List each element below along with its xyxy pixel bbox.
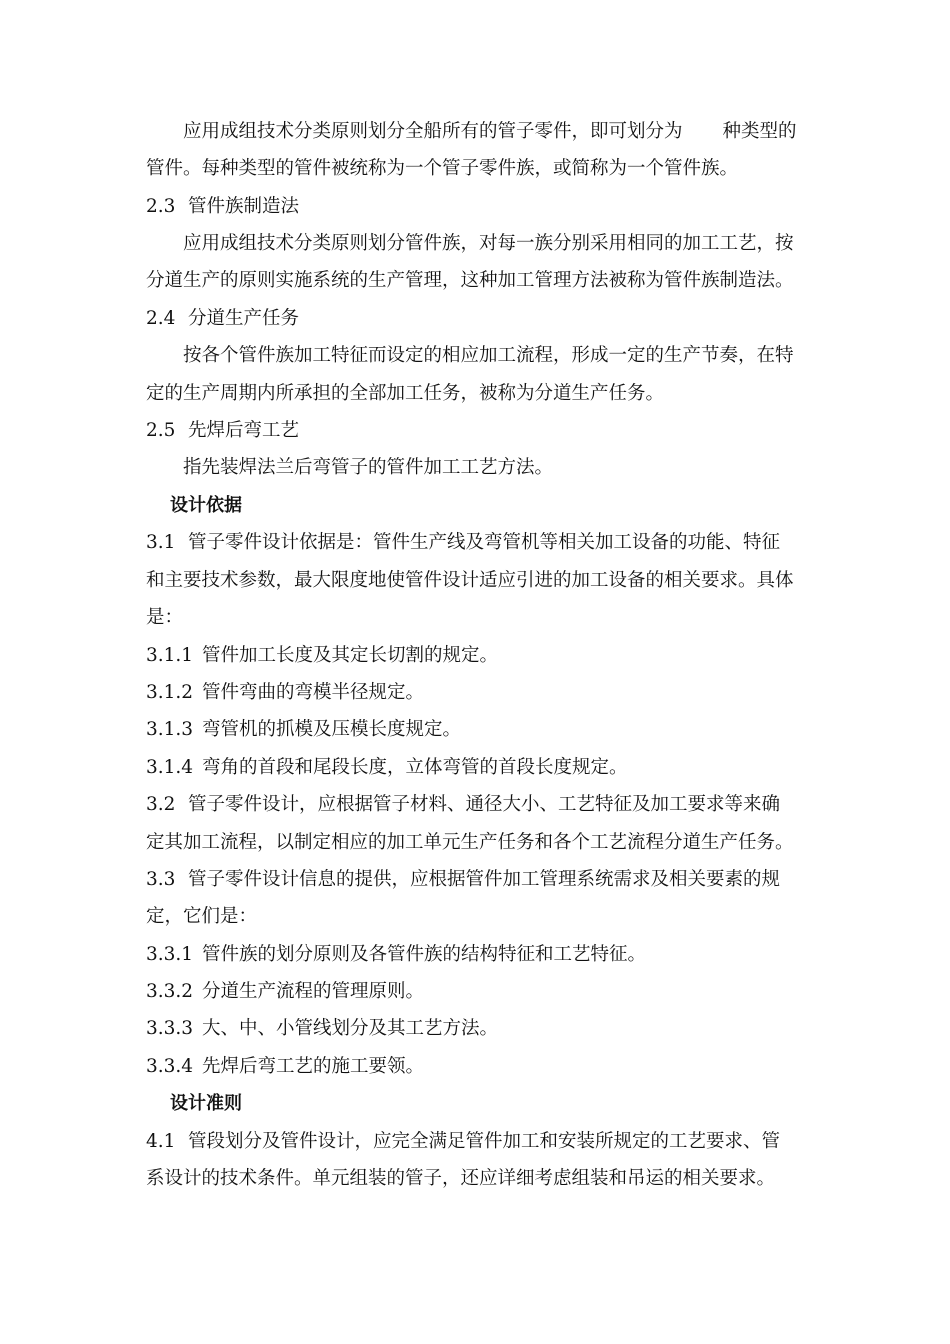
section-heading-2-3 — [0, 193, 950, 221]
item-text: 管件弯曲的弯模半径规定。 — [202, 682, 425, 703]
section-number: 2.3 — [146, 196, 176, 217]
paragraph-line — [0, 342, 950, 370]
section-number: 3.2 — [146, 794, 176, 815]
list-item — [0, 754, 950, 782]
text: 管件。每种类型的管件被统称为一个管子零件族，或简称为一个管件族。 — [146, 158, 739, 179]
text: 按各个管件族加工特征而设定的相应加工流程，形成一定的生产节奏，在特 — [183, 345, 794, 366]
section-number: 2.5 — [146, 420, 176, 441]
list-item — [0, 978, 950, 1006]
list-item — [0, 941, 950, 969]
list-item — [0, 642, 950, 670]
item-text: 大、中、小管线划分及其工艺方法。 — [202, 1018, 499, 1039]
text: 定的生产周期内所承担的全部加工任务，被称为分道生产任务。 — [146, 383, 665, 404]
item-number: 3.3.1 — [146, 944, 194, 965]
item-text: 弯管机的抓模及压模长度规定。 — [202, 719, 462, 740]
text: 管子零件设计，应根据管子材料、通径大小、工艺特征及加工要求等来确 — [188, 794, 781, 815]
paragraph-line — [0, 604, 950, 632]
text: 应用成组技术分类原则划分管件族，对每一族分别采用相同的加工工艺，按 — [183, 233, 794, 254]
item-text: 管件族的划分原则及各管件族的结构特征和工艺特征。 — [202, 944, 647, 965]
paragraph-line — [0, 903, 950, 931]
section-heading-4 — [0, 1090, 950, 1118]
section-title: 管件族制造法 — [188, 196, 300, 217]
section-number: 3.1 — [146, 532, 176, 553]
text: 是： — [146, 607, 184, 628]
section-number: 2.4 — [146, 308, 176, 329]
text: 定，它们是： — [146, 906, 258, 927]
text: 指先装焊法兰后弯管子的管件加工工艺方法。 — [183, 457, 554, 478]
item-number: 3.3.4 — [146, 1056, 194, 1077]
text: 管子零件设计信息的提供，应根据管件加工管理系统需求及相关要素的规 — [188, 869, 781, 890]
section-number: 3.3 — [146, 869, 176, 890]
item-text: 管件加工长度及其定长切割的规定。 — [202, 645, 499, 666]
paragraph-line — [0, 380, 950, 408]
section-title: 设计准则 — [170, 1093, 242, 1114]
paragraph-line — [0, 118, 950, 146]
paragraph-line — [0, 454, 950, 482]
paragraph-line — [0, 866, 950, 894]
paragraph-line — [0, 791, 950, 819]
paragraph-line — [0, 267, 950, 295]
section-title: 设计依据 — [170, 495, 242, 516]
paragraph-line — [0, 1128, 950, 1156]
text: 和主要技术参数，最大限度地使管件设计适应引进的加工设备的相关要求。具体 — [146, 570, 794, 591]
item-number: 3.1.3 — [146, 719, 194, 740]
list-item — [0, 716, 950, 744]
section-number: 4.1 — [146, 1131, 176, 1152]
section-heading-2-5 — [0, 417, 950, 445]
item-text: 先焊后弯工艺的施工要领。 — [202, 1056, 425, 1077]
list-item — [0, 679, 950, 707]
text: 管子零件设计依据是：管件生产线及弯管机等相关加工设备的功能、特征 — [188, 532, 781, 553]
paragraph-line — [0, 1165, 950, 1193]
section-heading-2-4 — [0, 305, 950, 333]
list-item — [0, 1053, 950, 1081]
text: 管段划分及管件设计，应完全满足管件加工和安装所规定的工艺要求、管 — [188, 1131, 781, 1152]
item-text: 弯角的首段和尾段长度，立体弯管的首段长度规定。 — [202, 757, 628, 778]
item-number: 3.3.3 — [146, 1018, 194, 1039]
item-number: 3.3.2 — [146, 981, 194, 1002]
item-number: 3.1.2 — [146, 682, 194, 703]
item-text: 分道生产流程的管理原则。 — [202, 981, 425, 1002]
paragraph-line — [0, 529, 950, 557]
paragraph-line — [0, 567, 950, 595]
text: 定其加工流程，以制定相应的加工单元生产任务和各个工艺流程分道生产任务。 — [146, 832, 794, 853]
paragraph-line — [0, 829, 950, 857]
paragraph-line — [0, 155, 950, 183]
section-title: 分道生产任务 — [188, 308, 300, 329]
section-heading-3 — [0, 492, 950, 520]
section-title: 先焊后弯工艺 — [188, 420, 300, 441]
item-number: 3.1.1 — [146, 645, 194, 666]
text: 系设计的技术条件。单元组装的管子，还应详细考虑组装和吊运的相关要求。 — [146, 1168, 776, 1189]
paragraph-line — [0, 230, 950, 258]
text: 应用成组技术分类原则划分全船所有的管子零件，即可划分为 — [183, 121, 683, 142]
text: 分道生产的原则实施系统的生产管理，这种加工管理方法被称为管件族制造法。 — [146, 270, 794, 291]
list-item — [0, 1015, 950, 1043]
item-number: 3.1.4 — [146, 757, 194, 778]
text: 种类型的 — [722, 121, 797, 142]
